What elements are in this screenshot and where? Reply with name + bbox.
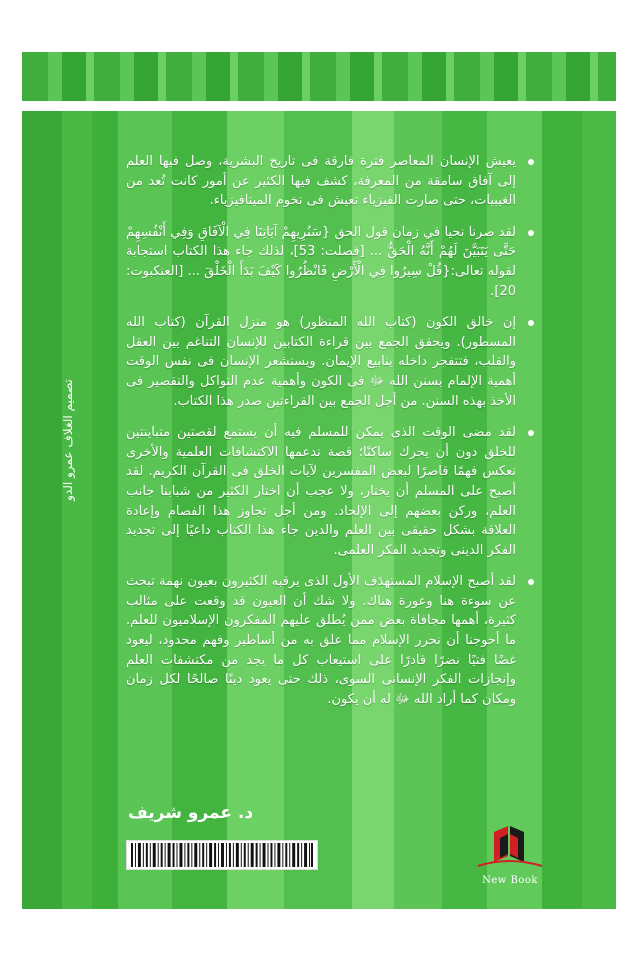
paragraph-text: لقد مضى الوقت الذى يمكن للمسلم فيه أن يستمع لقصتين متباينتين للخلق دون أن يحرك ساكنًا؛ قصة تدعمها الاكتشافات العلمية والأخرى تعكس فهمًا قاصرًا لبعض المفسرين لآيات الخلق فى القرآن الكريم. لقد أصبح على المسلم أن يختار، ولا عجب أن اختار الكثير من شبابنا جانب العلم، وركن بعضهم إلى الإلحاد. ومن أجل تجاوز هذا الفصام وإعادة العلاقة بشكل حقيقى بين العلم والدين جاء هذا الكتاب داعيًا إلى تجديد الفكر الدينى وتجديد الفكر العلمى. [126,425,516,558]
cover-designer-credit [58,330,78,550]
top-decorative-band [22,52,616,101]
barcode-icon [126,840,318,870]
blurb-paragraph [126,313,534,411]
blurb-text-column [126,152,534,721]
bullet-dot-icon [528,159,534,165]
blurb-paragraph [126,223,534,301]
cover-designer-text: تصميم الغلاف عمرو الدو [61,379,75,501]
paragraph-text: لقد أصبح الإسلام المستهدَف الأول الذى يرقبه الكثيرون بعيون نهمة تبحث عن سوءة هنا وعورة هناك. ولا شك أن العيون قد وقعت على مثالب كثيرة، أهمها مجافاة بعض ممن يُطلق عليهم المفكرون الإسلاميون للعلم. ما أحوجنا أن نحرر الإسلام مما علق به من أساطير وفهم محدود، ليعود غضًا فتيًا نضرًا قادرًا على استيعاب كل ما يجد من مكتشفات العلم وإنجازات الفكر الإنسانى السوى، ذلك حتى يعود دينًا صالحًا لكل زمان ومكان كما أراد الله ﷻ له أن يكون. [126,574,516,707]
logo-text: New Book [482,875,538,886]
bullet-dot-icon [528,230,534,236]
paragraph-text: يعيش الإنسان المعاصر فترة فارقة فى تاريخ البشرية، وصل فيها العلم إلى آفاق سامقة من المعرفة، كشف فيها الكثير عن أمور كانت تُعد من الغيبيات، حتى صارت الفيزياء تعيش فى تخوم الميتافيزياء. [126,154,516,209]
blurb-paragraph [126,572,534,709]
bullet-dot-icon [528,430,534,436]
bullet-dot-icon [528,320,534,326]
blurb-paragraph [126,423,534,560]
paragraph-text: لقد صرنا نحيا في زمان قول الحق {سَنُرِيهِمْ آيَاتِنَا فِي الْآفَاقِ وَفِي أَنْفُسِهِمْ حَتَّى يَتَبَيَّنَ لَهُمْ أَنَّهُ الْحَقُّ ... [فصلت: 53]، لذلك جاء هذا الكتاب استجابة لقوله تعالى:{قُلْ سِيرُوا فِي الْأَرْضِ فَانْظُرُوا كَيْفَ بَدَأَ الْخَلْقَ ... [العنكبوت: 20]. [126,224,516,299]
new-book-logo-icon [470,826,550,886]
paragraph-text: إن خالق الكون (كتاب الله المنظور) هو منزل القرآن (كتاب الله المسطور). ويحقق الجمع بين قراءة الكتابين للإنسان التناغم بين العقل والقلب، فتتفجر داخله ينابيع الإيمان. ويستشعر الإنسان فى نفس الوقت أهمية الإلمام بسنن الله ﷻ فى الكون وأهمية عدم التواكل والتقصير فى الأخذ بهذه السنن. من أجل الجمع بين القراءتين صدر هذا الكتاب. [126,315,516,409]
blurb-paragraph [126,152,534,211]
author-name: د. عمرو شريف [128,803,254,823]
bullet-dot-icon [528,579,534,585]
